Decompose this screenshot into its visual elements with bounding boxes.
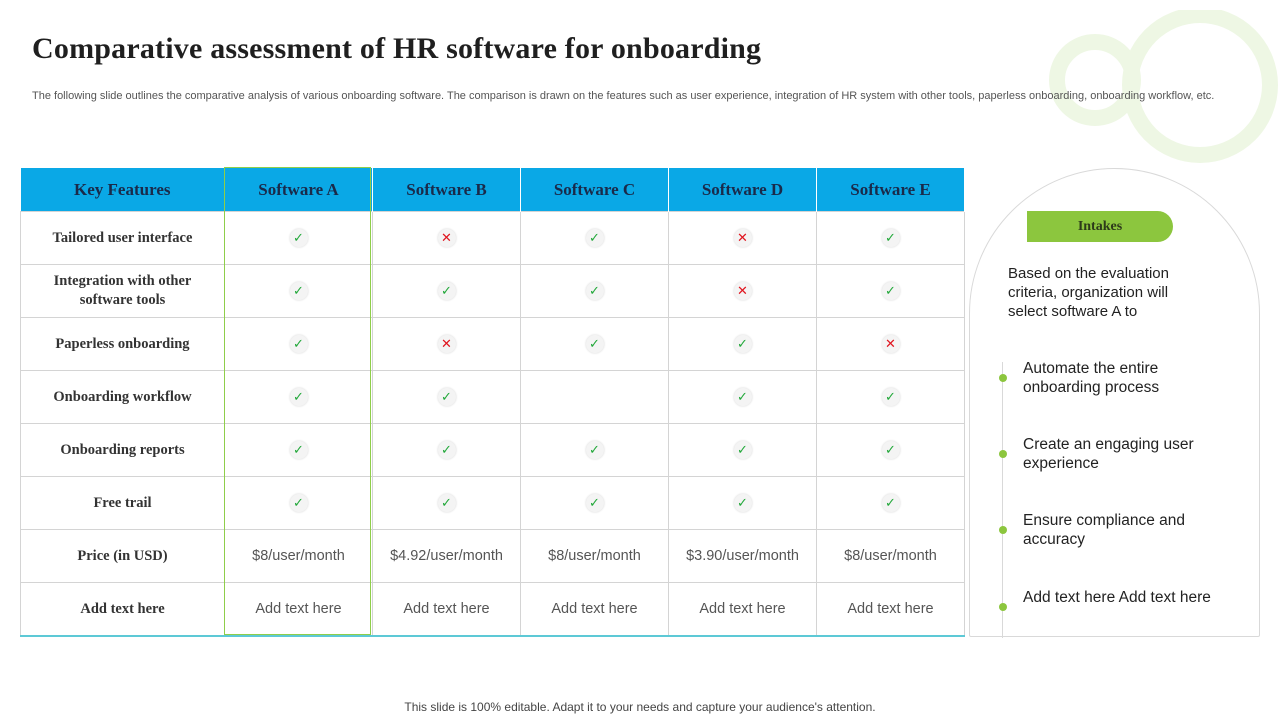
bullet-dot <box>999 450 1007 458</box>
bullet-timeline-line <box>1002 362 1003 638</box>
check-icon: ✓ <box>438 282 456 300</box>
mark-cell <box>669 371 817 424</box>
intake-bullet: Automate the entire onboarding process <box>1023 360 1160 396</box>
value-cell: Add text here <box>521 583 669 637</box>
mark-cell <box>521 318 669 371</box>
table-row <box>21 212 965 265</box>
cross-icon: ✕ <box>882 335 900 353</box>
empty-cell <box>521 371 669 424</box>
mark-cell <box>817 477 965 530</box>
feature-cell: Add text here <box>21 583 225 637</box>
mark-cell <box>669 212 817 265</box>
mark-cell <box>373 265 521 318</box>
intake-bullet: Add text here Add text here <box>1023 589 1211 606</box>
check-icon: ✓ <box>438 441 456 459</box>
mark-cell <box>817 371 965 424</box>
check-icon: ✓ <box>290 229 308 247</box>
feature-cell: Free trail <box>21 477 225 530</box>
check-icon: ✓ <box>438 494 456 512</box>
header-software-d: Software D <box>669 168 817 212</box>
check-icon: ✓ <box>882 282 900 300</box>
check-icon: ✓ <box>290 441 308 459</box>
cross-icon: ✕ <box>438 229 456 247</box>
mark-cell <box>521 424 669 477</box>
check-icon: ✓ <box>586 229 604 247</box>
table-row <box>21 371 965 424</box>
bullet-dot <box>999 526 1007 534</box>
check-icon: ✓ <box>882 494 900 512</box>
mark-cell <box>669 477 817 530</box>
check-icon: ✓ <box>586 335 604 353</box>
footer-note: This slide is 100% editable. Adapt it to your needs and capture your audience's attention. <box>404 700 876 714</box>
value-cell: Add text here <box>373 583 521 637</box>
table-header-row <box>21 168 965 212</box>
cross-icon: ✕ <box>734 282 752 300</box>
mark-cell <box>521 265 669 318</box>
page-subtitle: The following slide outlines the comparative analysis of various onboarding software. The comparison is drawn on the features such as user experience, integration of HR system with other tools, paperless onboarding, onboarding workflow, etc. <box>32 90 1215 102</box>
mark-cell <box>373 477 521 530</box>
mark-cell <box>521 477 669 530</box>
header-software-e: Software E <box>817 168 965 212</box>
check-icon: ✓ <box>586 441 604 459</box>
value-cell: $8/user/month <box>225 530 373 583</box>
intakes-label: Intakes <box>1027 211 1173 242</box>
header-software-c: Software C <box>521 168 669 212</box>
feature-cell: Onboarding workflow <box>21 371 225 424</box>
mark-cell <box>225 212 373 265</box>
mark-cell <box>817 265 965 318</box>
check-icon: ✓ <box>882 229 900 247</box>
table-row <box>21 265 965 318</box>
check-icon: ✓ <box>734 335 752 353</box>
check-icon: ✓ <box>882 441 900 459</box>
check-icon: ✓ <box>586 282 604 300</box>
bullet-dot <box>999 374 1007 382</box>
bullet-dot <box>999 603 1007 611</box>
mark-cell <box>669 424 817 477</box>
header-software-b: Software B <box>373 168 521 212</box>
cross-icon: ✕ <box>438 335 456 353</box>
mark-cell <box>373 371 521 424</box>
check-icon: ✓ <box>882 388 900 406</box>
intake-bullet: Create an engaging user experience <box>1023 436 1194 472</box>
header-key-features: Key Features <box>21 168 225 212</box>
check-icon: ✓ <box>290 494 308 512</box>
mark-cell <box>373 318 521 371</box>
value-cell: $8/user/month <box>521 530 669 583</box>
feature-cell: Price (in USD) <box>21 530 225 583</box>
check-icon: ✓ <box>438 388 456 406</box>
value-cell: Add text here <box>669 583 817 637</box>
feature-cell: Onboarding reports <box>21 424 225 477</box>
header-software-a: Software A <box>225 168 373 212</box>
mark-cell <box>817 424 965 477</box>
mark-cell <box>225 318 373 371</box>
value-cell: Add text here <box>817 583 965 637</box>
intake-bullet: Ensure compliance and accuracy <box>1023 512 1185 548</box>
table-row <box>21 530 965 583</box>
mark-cell <box>225 477 373 530</box>
table-row <box>21 424 965 477</box>
table-row <box>21 583 965 637</box>
value-cell: Add text here <box>225 583 373 637</box>
feature-cell: Paperless onboarding <box>21 318 225 371</box>
check-icon: ✓ <box>734 388 752 406</box>
table-row <box>21 318 965 371</box>
mark-cell <box>669 265 817 318</box>
check-icon: ✓ <box>734 441 752 459</box>
feature-cell: Tailored user interface <box>21 212 225 265</box>
check-icon: ✓ <box>586 494 604 512</box>
check-icon: ✓ <box>290 335 308 353</box>
table-row <box>21 477 965 530</box>
comparison-table <box>20 168 965 637</box>
value-cell: $4.92/user/month <box>373 530 521 583</box>
mark-cell <box>373 424 521 477</box>
mark-cell <box>817 318 965 371</box>
mark-cell <box>817 212 965 265</box>
mark-cell <box>225 424 373 477</box>
mark-cell <box>669 318 817 371</box>
value-cell: $8/user/month <box>817 530 965 583</box>
page-title: Comparative assessment of HR software for onboarding <box>32 32 762 65</box>
mark-cell <box>225 265 373 318</box>
check-icon: ✓ <box>290 282 308 300</box>
mark-cell <box>521 212 669 265</box>
value-cell: $3.90/user/month <box>669 530 817 583</box>
cross-icon: ✕ <box>734 229 752 247</box>
feature-cell: Integration with other software tools <box>21 265 225 318</box>
check-icon: ✓ <box>290 388 308 406</box>
intakes-intro: Based on the evaluation criteria, organization will select software A to <box>1008 265 1169 320</box>
check-icon: ✓ <box>734 494 752 512</box>
mark-cell <box>225 371 373 424</box>
mark-cell <box>373 212 521 265</box>
